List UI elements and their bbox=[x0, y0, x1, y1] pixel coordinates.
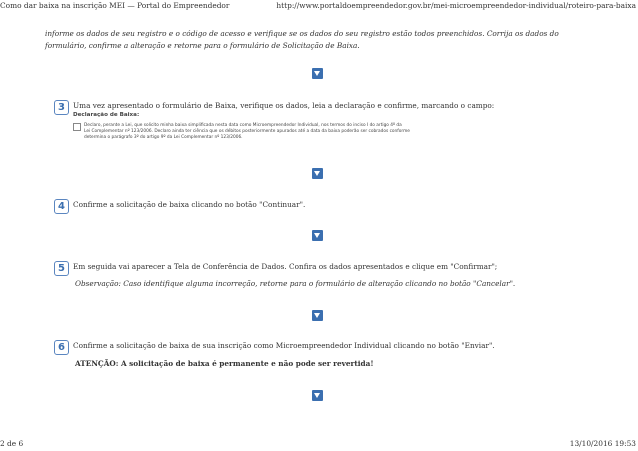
intro-line-1: informe os dados de seu registro e o código de acesso e verifique se os dados do seu registro estão todos preenchidos. Corrija os dados do bbox=[45, 29, 559, 38]
step-4-number: 4 bbox=[54, 199, 69, 214]
step-4-text: Confirme a solicitação de baixa clicando no botão "Continuar". bbox=[73, 200, 306, 209]
page-header-title: Como dar baixa na inscrição MEI — Portal do Empreendedor bbox=[0, 1, 230, 10]
declaration-line-1: Declaro, perante a Lei, que solicito minha baixa simplificada nesta data como Microempreendedor Individual, nos termos do inciso I do artigo 4º da bbox=[84, 123, 402, 128]
step-6-number: 6 bbox=[54, 340, 69, 355]
step-6-text: Confirme a solicitação de baixa de sua inscrição como Microempreendedor Individual clicando no botão "Enviar". bbox=[73, 341, 495, 350]
declaration-line-3: determina o parágrafo 3º do artigo 9º da Lei Complementar nº 123/2006. bbox=[84, 135, 243, 140]
down-arrow-icon bbox=[312, 230, 323, 241]
intro-paragraph bbox=[45, 28, 585, 52]
step-5-number: 5 bbox=[54, 261, 69, 276]
declaration-title: Declaração de Baixa: bbox=[73, 112, 140, 118]
intro-line-2: formulário, confirme a alteração e retorne para o formulário de Solicitação de Baixa. bbox=[45, 41, 360, 50]
step-3-text: Uma vez apresentado o formulário de Baixa, verifique os dados, leia a declaração e confirme, marcando o campo: bbox=[73, 101, 495, 110]
declaration-checkbox[interactable] bbox=[73, 123, 81, 131]
declaration-text bbox=[84, 123, 410, 141]
declaration-box bbox=[73, 112, 413, 141]
step-6-warning: ATENÇÃO: A solicitação de baixa é permanente e não pode ser revertida! bbox=[75, 359, 374, 368]
step-5-text: Em seguida vai aparecer a Tela de Conferência de Dados. Confira os dados apresentados e clique em "Confirmar"; bbox=[73, 262, 498, 271]
step-3-number: 3 bbox=[54, 100, 69, 115]
down-arrow-icon bbox=[312, 310, 323, 321]
down-arrow-icon bbox=[312, 168, 323, 179]
step-5-note: Observação: Caso identifique alguma incorreção, retorne para o formulário de alteração clicando no botão "Cancelar". bbox=[75, 279, 516, 288]
page-footer-datetime: 13/10/2016 19:53 bbox=[569, 439, 636, 448]
down-arrow-icon bbox=[312, 68, 323, 79]
page-footer-number: 2 de 6 bbox=[0, 439, 24, 448]
declaration-line-2: Lei Complementar nº 123/2006. Declaro ainda ter ciência que os débitos posteriormente apurados até a data da baixa poderão ser cobrados conforme bbox=[84, 129, 410, 134]
down-arrow-icon bbox=[312, 390, 323, 401]
page-header-url[interactable]: http://www.portaldoempreendedor.gov.br/mei-microempreendedor-individual/roteiro-para-baixa bbox=[276, 1, 636, 10]
